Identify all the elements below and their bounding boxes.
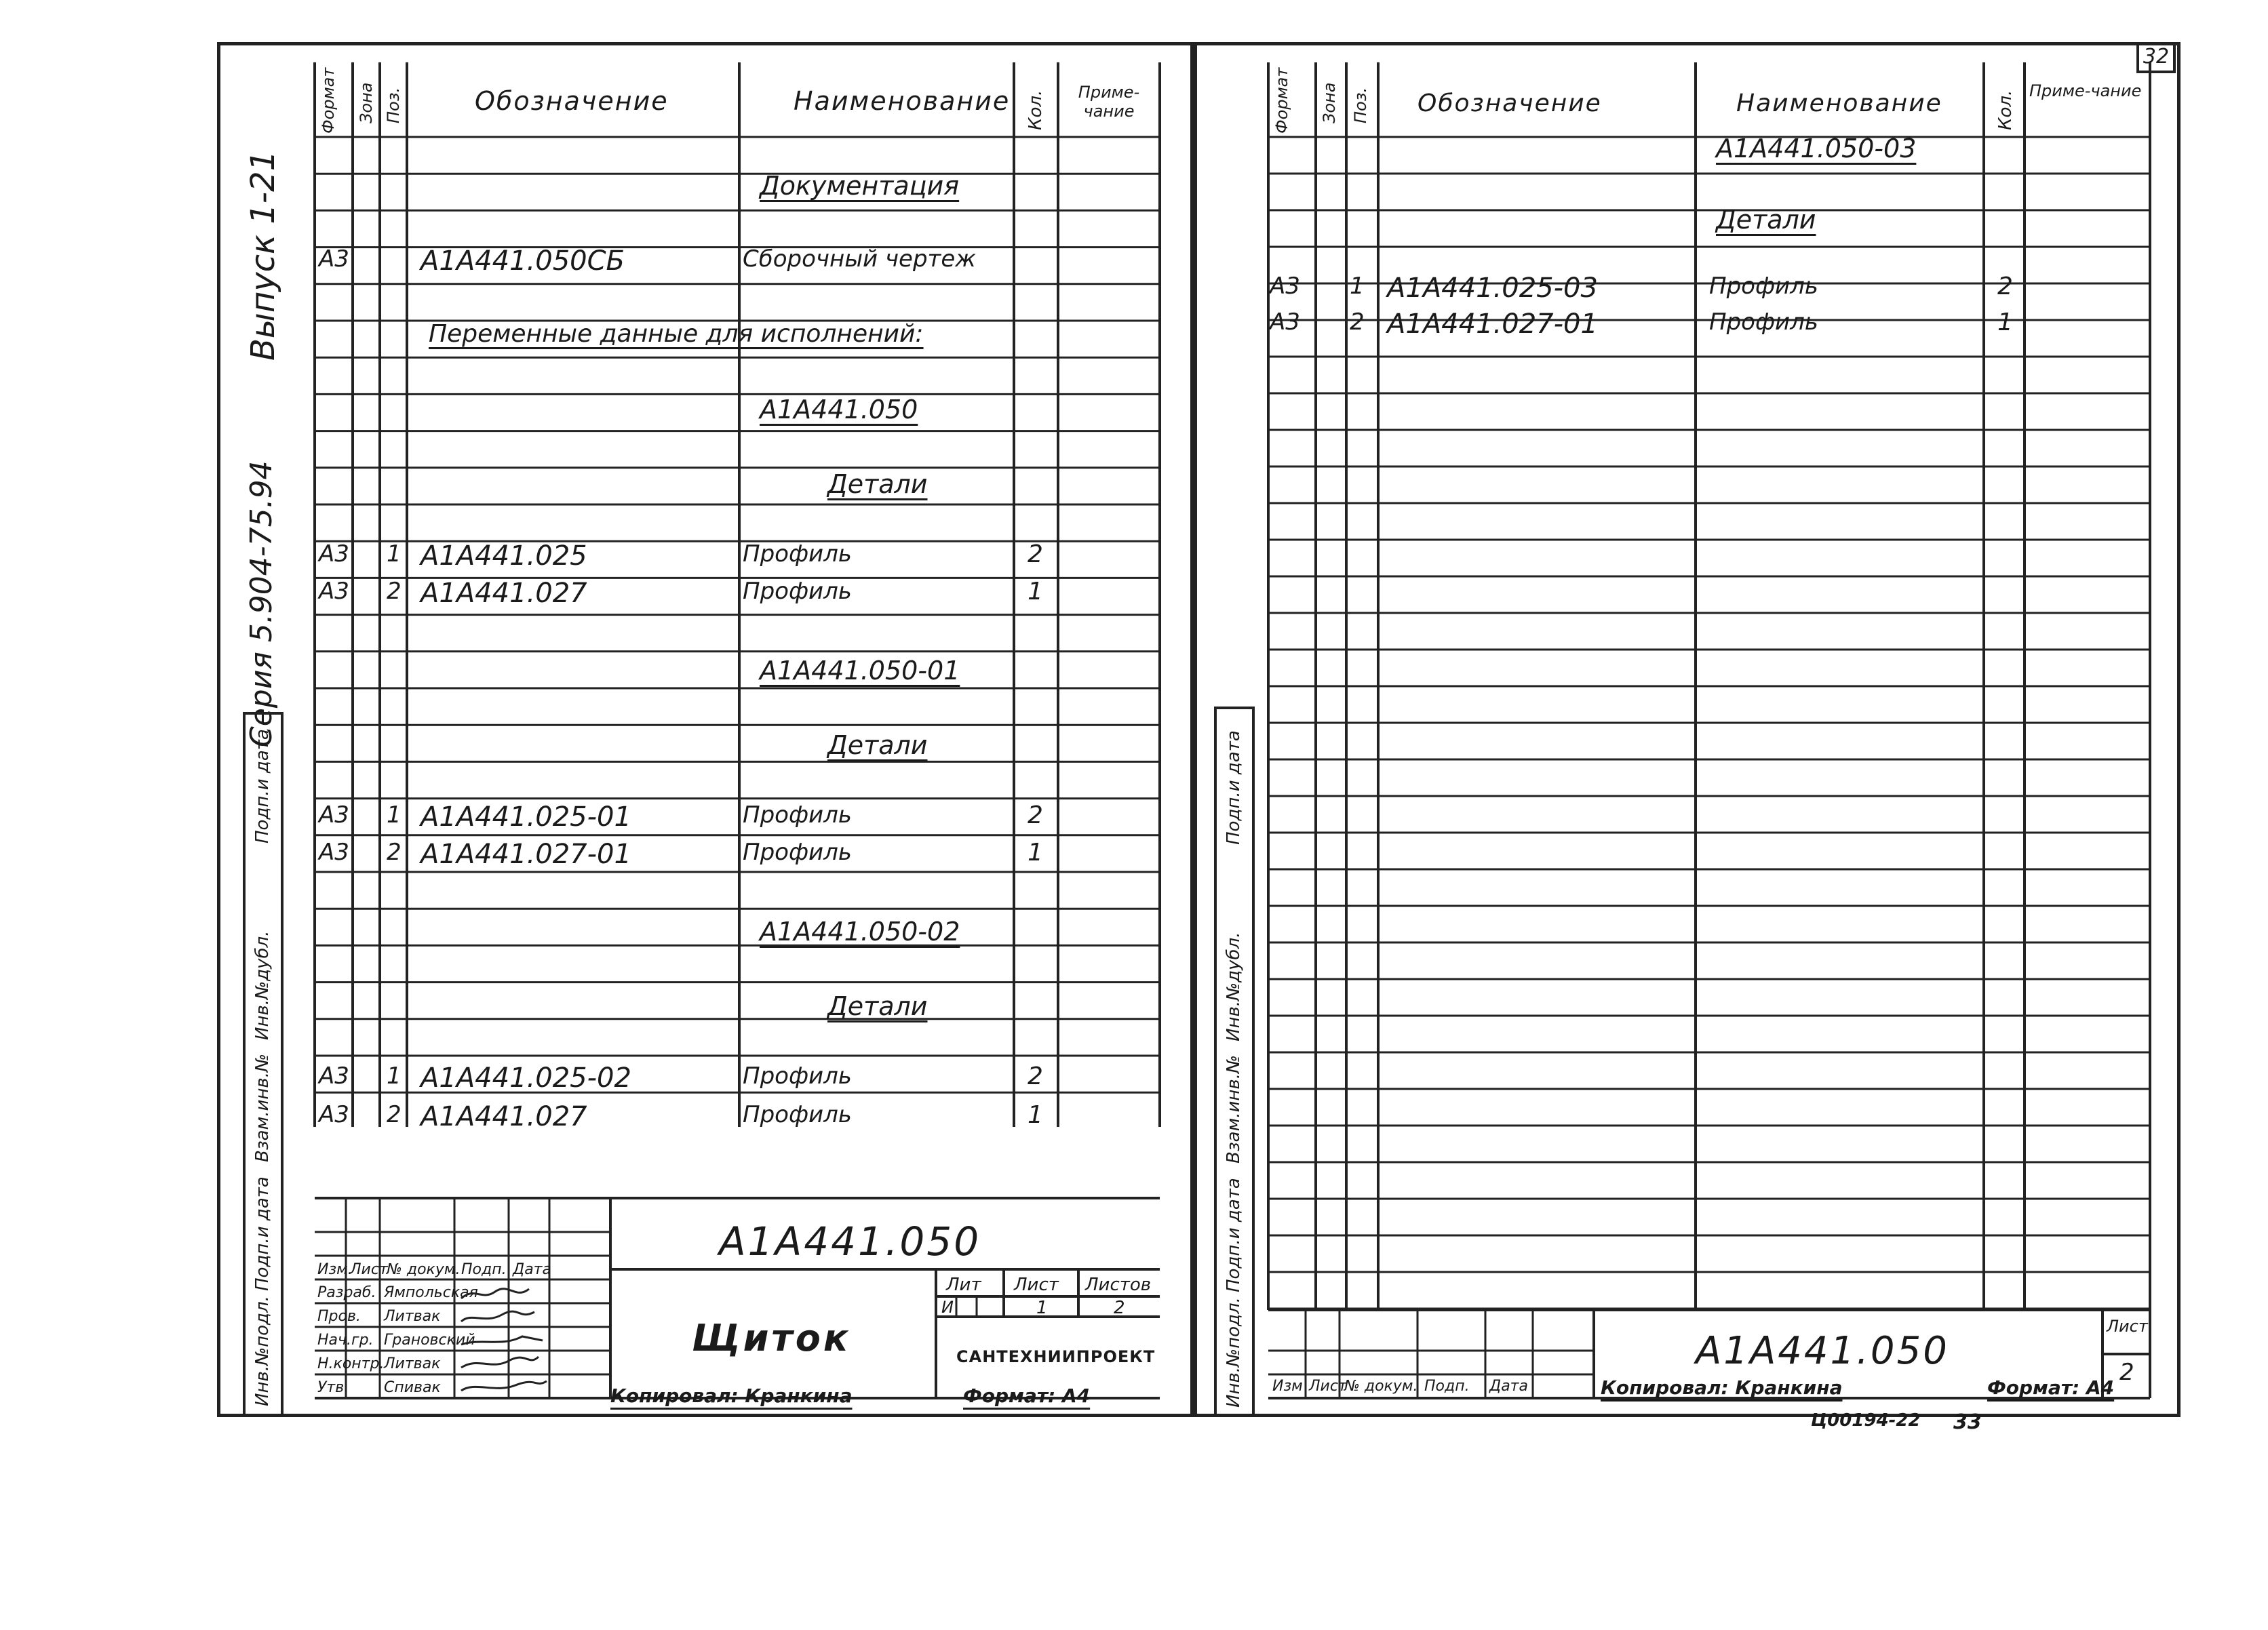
- row-name: А1А441.050-01: [760, 656, 960, 685]
- row-name: А1А441.050-02: [760, 917, 960, 947]
- row-qty: 2: [1028, 801, 1043, 829]
- row-name: Детали: [827, 469, 928, 499]
- row-designation: Переменные данные для исполнений:: [429, 320, 924, 348]
- row-name: А1А441.050-03: [1716, 134, 1917, 163]
- right-sheet: [1194, 42, 2181, 1417]
- r-stamp-podp-data-1: Подп.и дата: [1224, 1178, 1244, 1292]
- row-name: Профиль: [1709, 273, 1818, 300]
- row-qty: 1: [1997, 309, 2013, 336]
- page-number: 32: [2136, 42, 2176, 73]
- right-header-note: Приме-чание: [2029, 81, 2142, 100]
- tb-sheets-label: Листов: [1085, 1275, 1152, 1295]
- row-designation: А1А441.025-01: [421, 801, 631, 833]
- row-pos: 2: [1350, 309, 1365, 336]
- r-tb-col-izm: Изм: [1272, 1378, 1303, 1395]
- stamp-inv-dubl: Инв.№дубл.: [252, 930, 273, 1040]
- tb-col-sign: Подп.: [461, 1261, 507, 1278]
- row-designation: А1А441.027-01: [1387, 309, 1598, 340]
- tb-role-0: Разраб.: [317, 1284, 376, 1301]
- tb-col-izm: Изм.: [317, 1261, 353, 1278]
- row-name: Детали: [827, 730, 928, 760]
- row-format: А3: [319, 578, 349, 605]
- tb-sheets-value: 2: [1114, 1298, 1125, 1318]
- row-name: А1А441.050: [760, 395, 918, 424]
- r-tb-col-date: Дата: [1489, 1378, 1528, 1395]
- row-pos: 2: [387, 578, 402, 605]
- row-qty: 1: [1028, 1101, 1043, 1129]
- row-format: А3: [319, 839, 349, 866]
- right-header-designation: Обозначение: [1418, 90, 1602, 117]
- row-name: Профиль: [743, 1101, 852, 1128]
- row-qty: 2: [1997, 273, 2013, 300]
- tb-col-date: Дата: [513, 1261, 551, 1278]
- right-footer-format: Формат: А4: [1987, 1376, 2115, 1399]
- right-table-grid: [1194, 42, 2181, 1417]
- tb-name-1: Литвак: [384, 1308, 441, 1325]
- row-name: Детали: [1716, 205, 1816, 235]
- stamp-inv-podl: Инв.№подл.: [252, 1296, 273, 1406]
- r-tb-col-sign: Подп.: [1424, 1378, 1470, 1395]
- row-qty: 1: [1028, 578, 1043, 605]
- left-side-series: Серия 5.904-75.94: [244, 460, 279, 747]
- row-name: Профиль: [743, 1062, 852, 1090]
- left-footer-format: Формат: А4: [963, 1385, 1091, 1407]
- right-doc-code: А1А441.050: [1696, 1329, 1949, 1373]
- r-stamp-inv-dubl: Инв.№дубл.: [1224, 932, 1244, 1041]
- stamp-podp-data-2: Подп.и дата: [252, 729, 273, 843]
- row-designation: А1А441.025: [421, 540, 587, 572]
- tb-name-0: Ямпольская: [384, 1284, 478, 1301]
- row-name: Профиль: [743, 578, 852, 605]
- r-stamp-inv-podl: Инв.№подл.: [1224, 1297, 1244, 1408]
- left-side-issue: Выпуск 1-21: [244, 150, 282, 361]
- left-sheet: [217, 42, 1194, 1417]
- row-designation: А1А441.027-01: [421, 839, 631, 870]
- tb-sheet-value: 1: [1036, 1298, 1048, 1318]
- right-header-name: Наименование: [1736, 90, 1942, 117]
- tb-org: САНТЕХНИИПРОЕКТ: [956, 1347, 1156, 1366]
- left-title-block-grid: [217, 42, 1194, 1417]
- row-format: А3: [1270, 309, 1300, 336]
- row-designation: А1А441.027: [421, 1101, 587, 1132]
- left-doc-code: А1А441.050: [719, 1218, 981, 1265]
- tb-role-1: Пров.: [317, 1308, 361, 1325]
- signatures-icon: [454, 1279, 549, 1398]
- left-header-designation: Обозначение: [475, 86, 669, 116]
- right-footer-copied: Копировал: Кранкина: [1601, 1376, 1843, 1399]
- tb-name-3: Литвак: [384, 1355, 441, 1372]
- tb-col-list: Лист: [350, 1261, 388, 1278]
- left-header-note: Приме-чание: [1078, 83, 1140, 121]
- left-header-qty: Кол.: [1025, 90, 1046, 130]
- right-header-zone: Зона: [1320, 82, 1339, 123]
- right-header-format: Формат: [1272, 67, 1291, 134]
- row-pos: 2: [387, 1101, 402, 1128]
- row-pos: 1: [1350, 273, 1365, 300]
- row-name: Профиль: [1709, 309, 1818, 336]
- r-tb-col-doc: № докум.: [1344, 1378, 1418, 1395]
- left-header-pos: Поз.: [384, 87, 403, 123]
- row-designation: А1А441.027: [421, 578, 587, 609]
- r-stamp-podp-data-2: Подп.и дата: [1224, 730, 1244, 845]
- row-designation: А1А441.050СБ: [421, 245, 625, 277]
- right-footer-code: Ц00194-22: [1811, 1410, 1921, 1431]
- stamp-podp-data-1: Подп.и дата: [252, 1176, 273, 1291]
- row-name: Профиль: [743, 801, 852, 829]
- right-header-qty: Кол.: [1995, 90, 2016, 130]
- left-doc-title: Щиток: [692, 1317, 851, 1359]
- row-qty: 2: [1028, 540, 1043, 568]
- r-tb-sheet-label: Лист: [2107, 1317, 2148, 1336]
- tb-sheet-label: Лист: [1014, 1275, 1059, 1295]
- row-name: Профиль: [743, 540, 852, 568]
- r-tb-sheet-value: 2: [2119, 1359, 2134, 1386]
- row-format: А3: [319, 245, 349, 273]
- row-format: А3: [319, 1101, 349, 1128]
- row-format: А3: [319, 540, 349, 568]
- tb-col-doc: № докум.: [387, 1261, 461, 1278]
- row-name: Детали: [827, 991, 928, 1021]
- row-pos: 1: [387, 1062, 402, 1090]
- row-pos: 1: [387, 801, 402, 829]
- left-header-zone: Зона: [357, 82, 376, 123]
- left-header-format: Формат: [319, 67, 338, 134]
- left-header-name: Наименование: [794, 86, 1011, 116]
- row-format: А3: [1270, 273, 1300, 300]
- r-stamp-vzam-inv: Взам.инв.№: [1224, 1055, 1244, 1164]
- right-header-pos: Поз.: [1351, 87, 1370, 123]
- row-designation: А1А441.025-02: [421, 1062, 631, 1094]
- left-footer-copied: Копировал: Кранкина: [610, 1385, 853, 1407]
- tb-role-2: Нач.гр.: [317, 1332, 374, 1349]
- row-qty: 1: [1028, 839, 1043, 867]
- r-tb-col-list: Лист: [1309, 1378, 1347, 1395]
- row-pos: 2: [387, 839, 402, 866]
- row-designation: А1А441.025-03: [1387, 273, 1598, 304]
- tb-role-4: Утв.: [317, 1379, 349, 1396]
- row-name: Сборочный чертеж: [743, 245, 976, 273]
- tb-role-3: Н.контр.: [317, 1355, 385, 1372]
- row-pos: 1: [387, 540, 402, 568]
- row-name: Документация: [760, 171, 960, 201]
- row-format: А3: [319, 801, 349, 829]
- tb-name-2: Грановский: [384, 1332, 475, 1349]
- tb-name-4: Спивак: [384, 1379, 441, 1396]
- row-qty: 2: [1028, 1062, 1043, 1090]
- row-format: А3: [319, 1062, 349, 1090]
- row-name: Профиль: [743, 839, 852, 866]
- tb-lit-label: Лит: [946, 1275, 981, 1295]
- right-footer-page: 33: [1953, 1410, 1982, 1434]
- stamp-vzam-inv: Взам.инв.№: [252, 1054, 273, 1162]
- tb-lit-value: И: [941, 1298, 954, 1317]
